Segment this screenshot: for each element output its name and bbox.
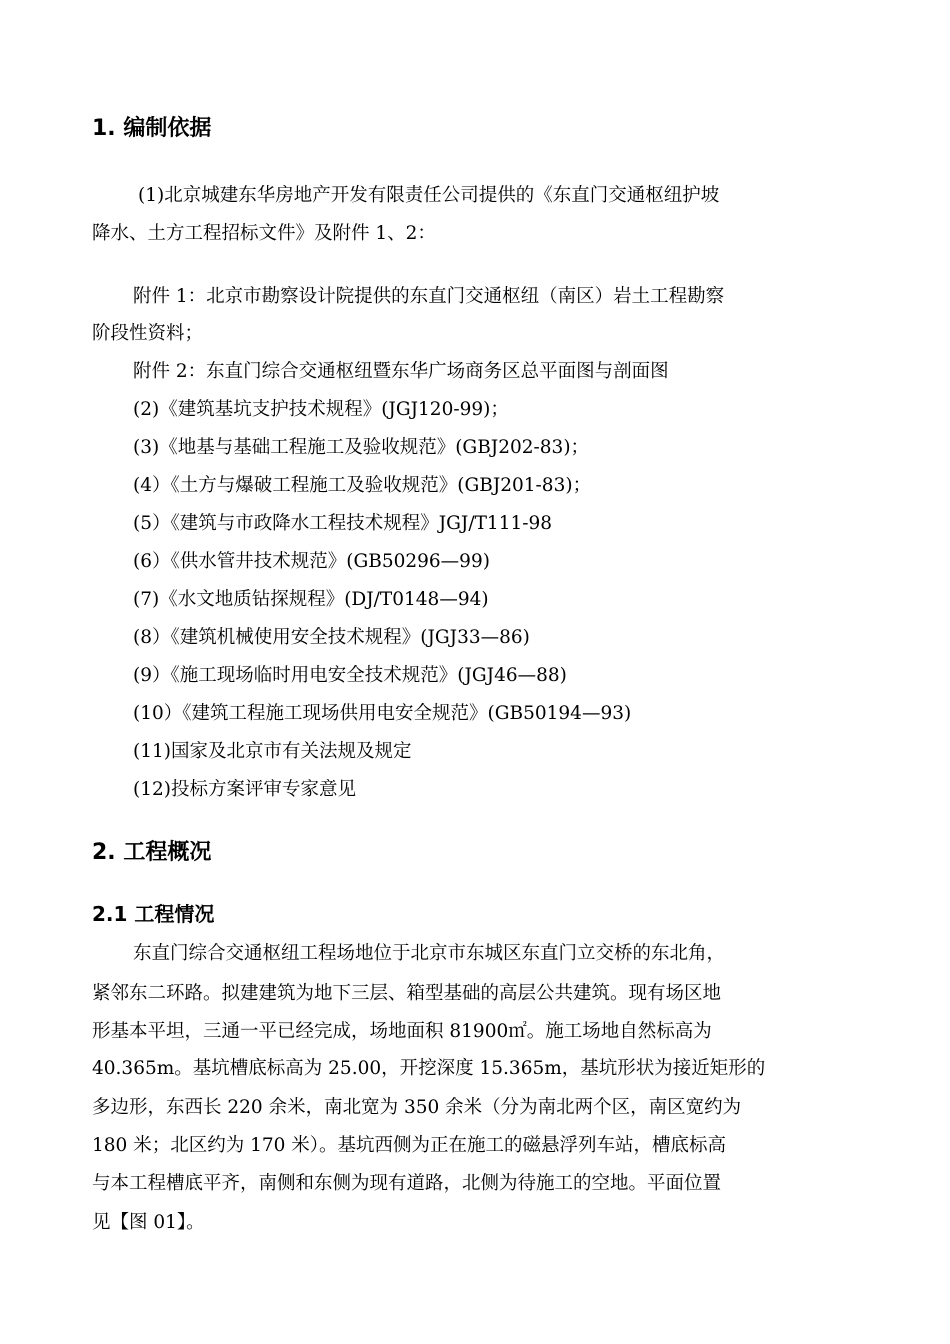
basis-item: (9）《施工现场临时用电安全技术规范》(JGJ46—88) (133, 665, 567, 686)
overview-line: 40.365m。基坑槽底标高为 25.00，开挖深度 15.365m，基坑形状为接近矩形的 (92, 1058, 766, 1079)
overview-line: 与本工程槽底平齐，南侧和东侧为现有道路，北侧为待施工的空地。平面位置 (92, 1173, 722, 1194)
basis-intro-line-1: (1)北京城建东华房地产开发有限责任公司提供的《东直门交通枢纽护坡 (138, 185, 720, 206)
overview-line: 见【图 01】。 (92, 1212, 205, 1233)
overview-line: 东直门综合交通枢纽工程场地位于北京市东城区东直门立交桥的东北角， (133, 943, 726, 964)
basis-intro-line-2: 降水、土方工程招标文件》及附件 1、2： (92, 223, 436, 244)
overview-line: 紧邻东二环路。拟建建筑为地下三层、箱型基础的高层公共建筑。现有场区地 (92, 983, 722, 1004)
basis-item: (12)投标方案评审专家意见 (133, 779, 356, 800)
basis-item: (2)《建筑基坑支护技术规程》(JGJ120-99)； (133, 399, 509, 420)
overview-line: 形基本平坦，三通一平已经完成，场地面积 81900㎡。施工场地自然标高为 (92, 1021, 712, 1042)
section-heading-overview: 2. 工程概况 (92, 840, 212, 865)
basis-item: (11)国家及北京市有关法规及规定 (133, 741, 412, 762)
attachment-2-line: 附件 2：东直门综合交通枢纽暨东华广场商务区总平面图与剖面图 (133, 361, 669, 382)
basis-item: (7)《水文地质钻探规程》(DJ/T0148—94) (133, 589, 489, 610)
basis-item: (4）《土方与爆破工程施工及验收规范》(GBJ201-83)； (133, 475, 592, 496)
basis-item: (3)《地基与基础工程施工及验收规范》(GBJ202-83)； (133, 437, 590, 458)
attachment-1-line-1: 附件 1：北京市勘察设计院提供的东直门交通枢纽（南区）岩土工程勘察 (133, 286, 725, 307)
sub-heading-project-info: 2.1 工程情况 (92, 902, 215, 926)
basis-item: (5）《建筑与市政降水工程技术规程》JGJ/T111-98 (133, 513, 553, 534)
basis-item: (10）《建筑工程施工现场供用电安全规范》(GB50194—93) (133, 703, 632, 724)
attachment-1-line-2: 阶段性资料； (92, 323, 204, 344)
basis-item: (8）《建筑机械使用安全技术规程》(JGJ33—86) (133, 627, 530, 648)
overview-line: 180 米；北区约为 170 米）。基坑西侧为正在施工的磁悬浮列车站，槽底标高 (92, 1135, 727, 1156)
basis-item: (6）《供水管井技术规范》(GB50296—99) (133, 551, 490, 572)
section-heading-basis: 1. 编制依据 (92, 116, 212, 141)
overview-line: 多边形，东西长 220 余米，南北宽为 350 余米（分为南北两个区，南区宽约为 (92, 1097, 742, 1118)
